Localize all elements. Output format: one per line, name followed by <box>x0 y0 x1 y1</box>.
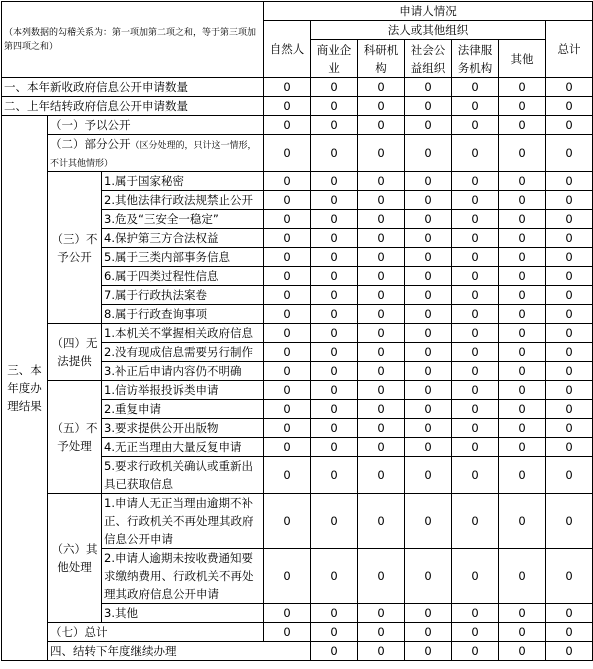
cell-value: 0 <box>546 623 593 642</box>
cell-value: 0 <box>499 362 546 381</box>
cell-value: 0 <box>405 286 452 305</box>
cell-value: 0 <box>546 305 593 324</box>
cell-value: 0 <box>546 248 593 267</box>
table-row <box>2 97 593 116</box>
table-row <box>2 116 593 135</box>
cell-value: 0 <box>405 343 452 362</box>
cell-value: 0 <box>405 305 452 324</box>
cell-value: 0 <box>499 305 546 324</box>
cell-value: 0 <box>405 78 452 97</box>
item-label: 3.其他 <box>102 604 264 623</box>
cell-value: 0 <box>405 494 452 549</box>
cell-value: 0 <box>452 116 499 135</box>
cell-value: 0 <box>405 362 452 381</box>
cell-value: 0 <box>499 324 546 343</box>
table-row <box>2 78 593 97</box>
cell-value: 0 <box>452 642 499 661</box>
cell-value: 0 <box>546 116 593 135</box>
cell-value: 0 <box>358 400 405 419</box>
cell-value: 0 <box>311 343 358 362</box>
cell-value: 0 <box>405 191 452 210</box>
cell-value: 0 <box>546 381 593 400</box>
cell-value: 0 <box>405 97 452 116</box>
cell-value: 0 <box>452 381 499 400</box>
cell-value: 0 <box>405 172 452 191</box>
cell-value: 0 <box>358 438 405 457</box>
cell-value: 0 <box>264 97 311 116</box>
cell-value: 0 <box>546 494 593 549</box>
cell-value: 0 <box>358 116 405 135</box>
cell-value: 0 <box>405 549 452 604</box>
cell-value: 0 <box>452 172 499 191</box>
cell-value: 0 <box>264 135 311 172</box>
cell-value: 0 <box>452 494 499 549</box>
col-total: 总计 <box>546 21 593 78</box>
cell-value: 0 <box>546 286 593 305</box>
item-label: 1.信访举报投诉类申请 <box>102 381 264 400</box>
cell-value: 0 <box>452 457 499 494</box>
cell-value: 0 <box>546 438 593 457</box>
cell-value: 0 <box>499 210 546 229</box>
cell-value: 0 <box>264 248 311 267</box>
cell-value: 0 <box>358 549 405 604</box>
cell-value: 0 <box>546 642 593 661</box>
item-label: 3.补正后申请内容仍不明确 <box>102 362 264 381</box>
cell-value: 0 <box>452 305 499 324</box>
cell-value: 0 <box>311 604 358 623</box>
group-4-label: （四）无法提供 <box>48 324 102 381</box>
table-row <box>2 623 593 642</box>
cell-value: 0 <box>358 286 405 305</box>
cell-value: 0 <box>405 623 452 642</box>
item-label: 4.无正当理由大量反复申请 <box>102 438 264 457</box>
cell-value: 0 <box>264 267 311 286</box>
cell-value: 0 <box>499 549 546 604</box>
cell-value: 0 <box>311 324 358 343</box>
cell-value: 0 <box>311 381 358 400</box>
cell-value: 0 <box>546 400 593 419</box>
group-2-title: （二）部分公开 <box>50 137 131 151</box>
cell-value: 0 <box>358 623 405 642</box>
cell-value: 0 <box>499 135 546 172</box>
cell-value: 0 <box>546 604 593 623</box>
cell-value: 0 <box>405 324 452 343</box>
cell-value: 0 <box>311 135 358 172</box>
cell-value: 0 <box>358 381 405 400</box>
col-commercial: 商业企业 <box>311 40 358 78</box>
cell-value: 0 <box>311 78 358 97</box>
group-7-label: （七）总计 <box>48 623 264 642</box>
cell-value: 0 <box>358 97 405 116</box>
table-note: （本列数据的勾稽关系为：第一项加第二项之和，等于第三项加第四项之和） <box>2 2 264 78</box>
cell-value: 0 <box>499 400 546 419</box>
cell-value: 0 <box>546 97 593 116</box>
group-2-note: （区分处理的，只计这一情形，不计其他情形） <box>50 141 257 169</box>
item-label: 5.要求行政机关确认或重新出具已获取信息 <box>102 457 264 494</box>
cell-value: 0 <box>546 549 593 604</box>
cell-value: 0 <box>264 116 311 135</box>
cell-value: 0 <box>311 419 358 438</box>
cell-value: 0 <box>546 324 593 343</box>
group-6-label: （六）其他处理 <box>48 494 102 623</box>
cell-value: 0 <box>405 604 452 623</box>
cell-value: 0 <box>311 457 358 494</box>
cell-value: 0 <box>452 604 499 623</box>
cell-value: 0 <box>499 343 546 362</box>
cell-value: 0 <box>499 286 546 305</box>
cell-value: 0 <box>358 419 405 438</box>
cell-value: 0 <box>358 343 405 362</box>
cell-value: 0 <box>452 419 499 438</box>
group-3-label: （三）不予公开 <box>48 172 102 324</box>
group-1-label: （一）予以公开 <box>48 116 264 135</box>
cell-value: 0 <box>264 78 311 97</box>
cell-value: 0 <box>405 229 452 248</box>
cell-value: 0 <box>264 229 311 248</box>
cell-value: 0 <box>311 305 358 324</box>
cell-value: 0 <box>311 191 358 210</box>
cell-value: 0 <box>405 267 452 286</box>
cell-value: 0 <box>499 248 546 267</box>
item-label: 1.本机关不掌握相关政府信息 <box>102 324 264 343</box>
col-natural-person: 自然人 <box>264 21 311 78</box>
statistics-table <box>1 1 593 661</box>
cell-value: 0 <box>405 457 452 494</box>
row-label: 二、上年结转政府信息公开申请数量 <box>2 97 264 116</box>
cell-value: 0 <box>452 286 499 305</box>
item-label: 7.属于行政执法案卷 <box>102 286 264 305</box>
item-label: 3.要求提供公开出版物 <box>102 419 264 438</box>
cell-value: 0 <box>405 116 452 135</box>
cell-value: 0 <box>358 78 405 97</box>
cell-value: 0 <box>452 210 499 229</box>
table-row <box>2 381 593 400</box>
cell-value: 0 <box>264 457 311 494</box>
cell-value: 0 <box>311 97 358 116</box>
cell-value: 0 <box>499 419 546 438</box>
cell-value: 0 <box>499 438 546 457</box>
item-label: 4.保护第三方合法权益 <box>102 229 264 248</box>
table-row <box>2 135 593 172</box>
legal-or-other-header: 法人或其他组织 <box>311 21 546 40</box>
col-public-welfare: 社会公益组织 <box>405 40 452 78</box>
cell-value: 0 <box>452 229 499 248</box>
cell-value: 0 <box>452 549 499 604</box>
cell-value: 0 <box>264 324 311 343</box>
item-label: 2.其他法律行政法规禁止公开 <box>102 191 264 210</box>
cell-value: 0 <box>405 135 452 172</box>
group-2-label <box>48 135 264 172</box>
col-research: 科研机构 <box>358 40 405 78</box>
cell-value: 0 <box>499 381 546 400</box>
cell-value: 0 <box>546 419 593 438</box>
cell-value: 0 <box>546 135 593 172</box>
cell-value: 0 <box>499 457 546 494</box>
cell-value: 0 <box>358 305 405 324</box>
cell-value: 0 <box>546 78 593 97</box>
cell-value: 0 <box>264 362 311 381</box>
cell-value: 0 <box>264 286 311 305</box>
item-label: 6.属于四类过程性信息 <box>102 267 264 286</box>
item-label: 3.危及“三安全一稳定” <box>102 210 264 229</box>
cell-value: 0 <box>264 604 311 623</box>
cell-value: 0 <box>358 248 405 267</box>
cell-value: 0 <box>264 419 311 438</box>
cell-value: 0 <box>452 343 499 362</box>
cell-value: 0 <box>358 210 405 229</box>
cell-value: 0 <box>499 494 546 549</box>
cell-value: 0 <box>405 210 452 229</box>
cell-value: 0 <box>499 267 546 286</box>
cell-value: 0 <box>546 210 593 229</box>
cell-value: 0 <box>452 248 499 267</box>
cell-value: 0 <box>405 248 452 267</box>
cell-value: 0 <box>499 191 546 210</box>
cell-value: 0 <box>499 97 546 116</box>
cell-value: 0 <box>311 438 358 457</box>
cell-value: 0 <box>311 642 358 661</box>
cell-value: 0 <box>264 549 311 604</box>
cell-value: 0 <box>405 400 452 419</box>
cell-value: 0 <box>452 97 499 116</box>
cell-value: 0 <box>499 604 546 623</box>
cell-value: 0 <box>546 362 593 381</box>
cell-value: 0 <box>311 248 358 267</box>
cell-value: 0 <box>546 267 593 286</box>
cell-value: 0 <box>264 172 311 191</box>
cell-value: 0 <box>311 229 358 248</box>
cell-value: 0 <box>452 267 499 286</box>
col-other: 其他 <box>499 40 546 78</box>
cell-value: 0 <box>264 305 311 324</box>
table-row <box>2 494 593 549</box>
cell-value: 0 <box>264 438 311 457</box>
table-row <box>2 172 593 191</box>
cell-value: 0 <box>264 400 311 419</box>
section-3-label: 三、本年度办理结果 <box>2 116 48 661</box>
cell-value: 0 <box>264 623 311 642</box>
cell-value: 0 <box>452 324 499 343</box>
applicant-info-header: 申请人情况 <box>264 2 593 21</box>
table-row <box>2 642 593 661</box>
cell-value: 0 <box>452 400 499 419</box>
cell-value: 0 <box>311 116 358 135</box>
cell-value: 0 <box>264 381 311 400</box>
cell-value: 0 <box>452 438 499 457</box>
cell-value: 0 <box>311 362 358 381</box>
cell-value: 0 <box>405 642 452 661</box>
cell-value: 0 <box>546 229 593 248</box>
cell-value: 0 <box>358 267 405 286</box>
cell-value: 0 <box>311 286 358 305</box>
group-5-label: （五）不予处理 <box>48 381 102 494</box>
item-label: 2.重复申请 <box>102 400 264 419</box>
item-label: 2.申请人逾期未按收费通知要求缴纳费用、行政机关不再处理其政府信息公开申请 <box>102 549 264 604</box>
cell-value: 0 <box>499 642 546 661</box>
cell-value: 0 <box>311 400 358 419</box>
cell-value: 0 <box>452 78 499 97</box>
cell-value: 0 <box>311 623 358 642</box>
item-label: 1.申请人无正当理由逾期不补正、行政机关不再处理其政府信息公开申请 <box>102 494 264 549</box>
cell-value: 0 <box>499 229 546 248</box>
cell-value: 0 <box>499 116 546 135</box>
cell-value: 0 <box>264 191 311 210</box>
cell-value: 0 <box>358 457 405 494</box>
row-label: 四、结转下年度继续办理 <box>48 642 311 661</box>
table-row <box>2 324 593 343</box>
cell-value: 0 <box>405 438 452 457</box>
cell-value: 0 <box>311 210 358 229</box>
cell-value: 0 <box>358 362 405 381</box>
cell-value: 0 <box>452 362 499 381</box>
cell-value: 0 <box>358 229 405 248</box>
cell-value: 0 <box>546 457 593 494</box>
cell-value: 0 <box>499 172 546 191</box>
cell-value: 0 <box>358 642 405 661</box>
cell-value: 0 <box>358 135 405 172</box>
item-label: 5.属于三类内部事务信息 <box>102 248 264 267</box>
cell-value: 0 <box>546 172 593 191</box>
row-label: 一、本年新收政府信息公开申请数量 <box>2 78 264 97</box>
cell-value: 0 <box>358 191 405 210</box>
cell-value: 0 <box>264 494 311 549</box>
cell-value: 0 <box>452 623 499 642</box>
cell-value: 0 <box>358 324 405 343</box>
cell-value: 0 <box>358 494 405 549</box>
cell-value: 0 <box>264 343 311 362</box>
cell-value: 0 <box>452 191 499 210</box>
cell-value: 0 <box>546 191 593 210</box>
item-label: 2.没有现成信息需要另行制作 <box>102 343 264 362</box>
cell-value: 0 <box>264 210 311 229</box>
cell-value: 0 <box>358 604 405 623</box>
cell-value: 0 <box>499 78 546 97</box>
cell-value: 0 <box>311 494 358 549</box>
cell-value: 0 <box>405 419 452 438</box>
cell-value: 0 <box>546 343 593 362</box>
item-label: 8.属于行政查询事项 <box>102 305 264 324</box>
col-legal-service: 法律服务机构 <box>452 40 499 78</box>
cell-value: 0 <box>499 623 546 642</box>
cell-value: 0 <box>358 172 405 191</box>
item-label: 1.属于国家秘密 <box>102 172 264 191</box>
cell-value: 0 <box>452 135 499 172</box>
cell-value: 0 <box>405 381 452 400</box>
cell-value: 0 <box>311 172 358 191</box>
cell-value: 0 <box>311 549 358 604</box>
cell-value: 0 <box>311 267 358 286</box>
